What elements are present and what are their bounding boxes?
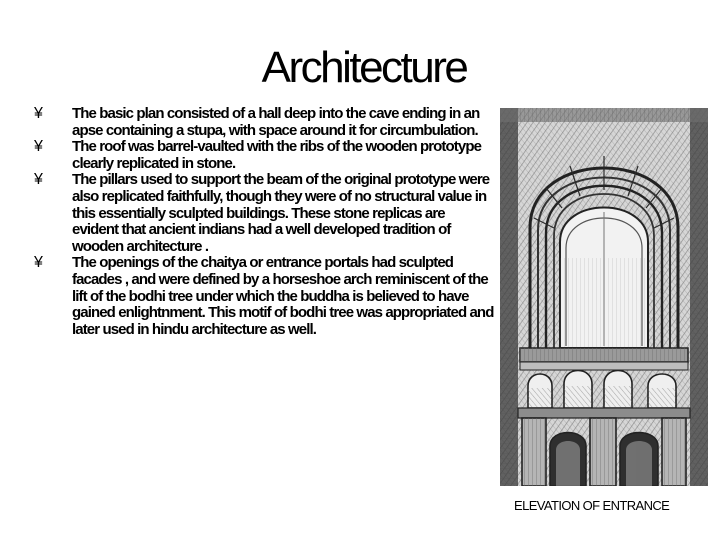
slide-title: Architecture — [261, 43, 467, 92]
bullet-marker: ¥ — [34, 138, 42, 156]
bullet-list — [34, 106, 494, 338]
chaitya-elevation-illustration — [500, 108, 708, 486]
bullet-text: The basic plan consisted of a hall deep into the cave ending in an apse containing a stupa, with space around it for circumbulation. — [72, 105, 480, 139]
bullet-marker: ¥ — [34, 105, 42, 122]
bullet-text: The openings of the chaitya or entrance portals had sculpted facades , and were defined by a horseshoe arch reminiscent of the lift of the bodhi tree under which the buddha is believed to have gained enlightnment. This motif of bodhi tree was appropriated and later used in hindu architecture as well. — [72, 254, 494, 338]
bullet-text: The pillars used to support the beam of the original prototype were also replicated faithfully, though they were of no structural value in this essentially sculpted buildings. These stone replicas are evident that ancient indians had a well developed tradition of wooden architecture . — [72, 171, 490, 255]
bullet-text: The roof was barrel-vaulted with the ribs of the wooden prototype clearly replicated in stone. — [72, 138, 482, 172]
bullet-marker: ¥ — [34, 254, 42, 272]
bullet-item — [34, 255, 494, 338]
bullet-item — [34, 139, 494, 172]
bullet-item — [34, 172, 494, 255]
figure-caption: ELEVATION OF ENTRANCE — [514, 498, 670, 513]
bullet-marker: ¥ — [34, 171, 42, 189]
bullet-item — [34, 106, 494, 139]
